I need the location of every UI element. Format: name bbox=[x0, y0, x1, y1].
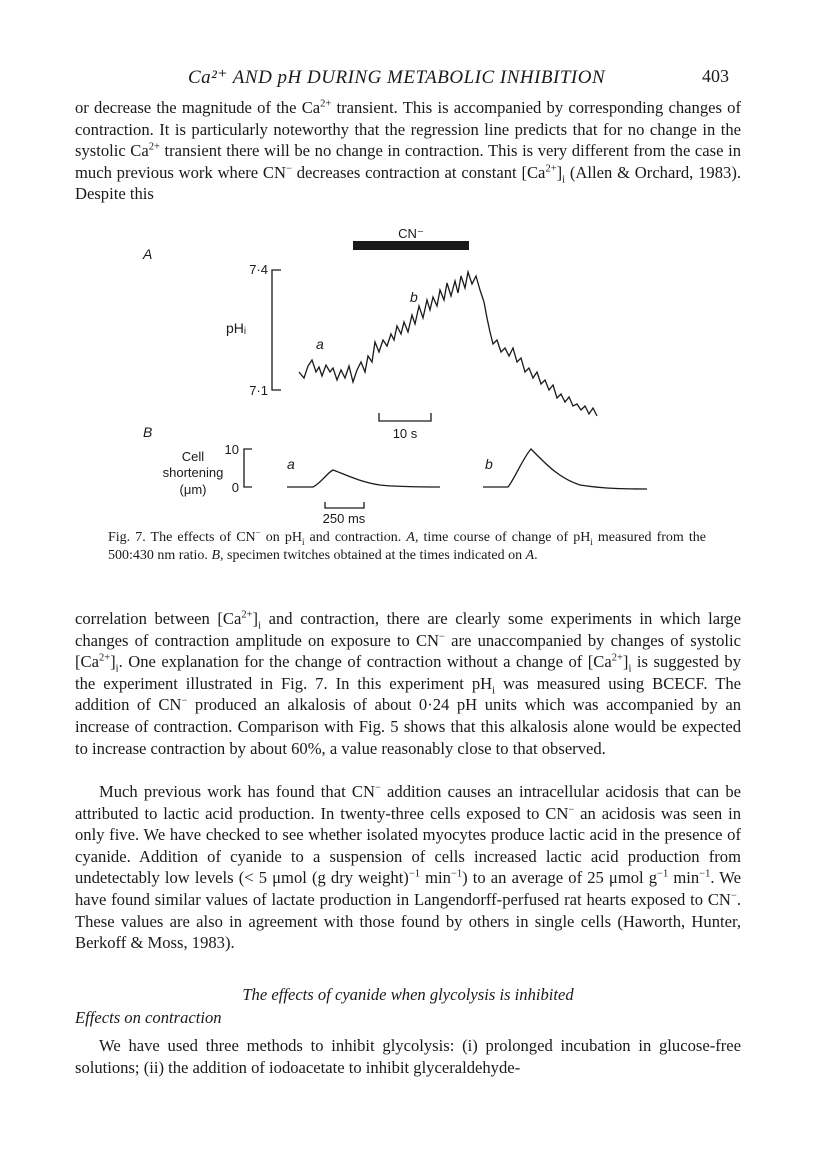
paragraph-4: We have used three methods to inhibit glycolysis: (i) prolonged incubation in glucose-free solutions; (ii) the addition of iodoacetate to inhibit glyceraldehyde- bbox=[75, 1036, 741, 1077]
panel-a-label: A bbox=[143, 246, 153, 262]
figure-caption: Fig. 7. The effects of CN− on $pH_i$ and contraction. A, time course of change of $pH_i$ measured from the 500:430 nm ratio. B, specimen twitches obtained at the times indicated on A. bbox=[108, 527, 706, 563]
scale-bar-250ms bbox=[325, 502, 364, 508]
twitch-b-label: b bbox=[485, 456, 493, 472]
ph-top-tick: 7·4 bbox=[249, 262, 268, 277]
figure-7 bbox=[0, 0, 816, 540]
shortening-bottom-tick: 0 bbox=[231, 480, 239, 495]
scale-label-250ms: 250 ms bbox=[322, 511, 366, 526]
scale-bar-10s bbox=[379, 413, 431, 421]
ph-axis-label: pHᵢ bbox=[226, 320, 247, 336]
shortening-top-tick: 10 bbox=[224, 442, 239, 457]
panel-b-label: B bbox=[143, 424, 153, 440]
ph-bottom-tick: 7·1 bbox=[249, 383, 268, 398]
twitch-a-trace bbox=[287, 470, 440, 487]
twitch-a-label: a bbox=[287, 456, 295, 472]
page-number: 403 bbox=[702, 66, 729, 86]
ph-trace bbox=[299, 272, 597, 416]
running-title: Ca²⁺ AND pH DURING METABOLIC INHIBITION bbox=[188, 67, 606, 88]
cn-label: CN⁻ bbox=[398, 226, 424, 241]
paragraph-2: correlation between $[Ca^{2+}]_i$ and contraction, there are clearly some experiments in which large changes of contraction amplitude on exposure to CN− are unaccompanied by changes of systolic $[Ca^{2+}]_i$. One explanation for the change of contraction without a change of $[Ca^{2+}]_i$ is suggested by the experiment illustrated in Fig. 7. In this experiment $pH_i$ was measured using BCECF. The addition of CN− produced an alkalosis of about 0·24 pH units which was accompanied by an increase of contraction. Comparison with Fig. 5 shows that this alkalosis alone would be expected to increase contraction by about 60%, a value reasonably close to that observed. bbox=[75, 609, 741, 758]
section-heading: The effects of cyanide when glycolysis is inhibited bbox=[242, 985, 574, 1004]
subsection-heading: Effects on contraction bbox=[75, 1008, 222, 1027]
shortening-axis bbox=[244, 449, 252, 487]
paragraph-1: or decrease the magnitude of the $Ca^{2+}$ transient. This is accompanied by corresponding changes of contraction. It is particularly noteworthy that the regression line predicts that for no change in the systolic $Ca^{2+}$ transient there will be no change in contraction. This is very different from the case in much previous work where CN− decreases contraction at constant $[Ca^{2+}]_i$ (Allen & Orchard, 1983). Despite this bbox=[75, 98, 741, 204]
scale-label-10s: 10 s bbox=[392, 426, 418, 441]
trace-mark-b: b bbox=[410, 289, 418, 305]
twitch-b-trace bbox=[483, 449, 647, 489]
cell-label-1: Cell bbox=[181, 449, 205, 464]
cell-label-2: shortening bbox=[162, 465, 224, 480]
paragraph-3: Much previous work has found that CN− addition causes an intracellular acidosis that can be attributed to lactic acid production. In twenty-three cells exposed to CN− an acidosis was seen in only five. We have checked to see whether isolated myocytes produce lactic acid in the presence of cyanide. Addition of cyanide to a suspension of cells increased lactic acid production from undetectably low levels (< 5 μmol (g dry weight)$^{-1}$ $\min^{-1}$) to an average of 25 μmol $g^{-1}$ $\min^{-1}$. We have found similar values of lactate production in Langendorff-perfused rat hearts exposed to CN−. These values are also in agreement with those found by others in single cells (Haworth, Hunter, Berkoff & Moss, 1983). bbox=[75, 782, 741, 953]
cell-label-3: (μm) bbox=[179, 482, 207, 497]
cn-exposure-bar bbox=[353, 241, 469, 250]
ph-axis bbox=[272, 270, 281, 390]
trace-mark-a: a bbox=[316, 336, 324, 352]
